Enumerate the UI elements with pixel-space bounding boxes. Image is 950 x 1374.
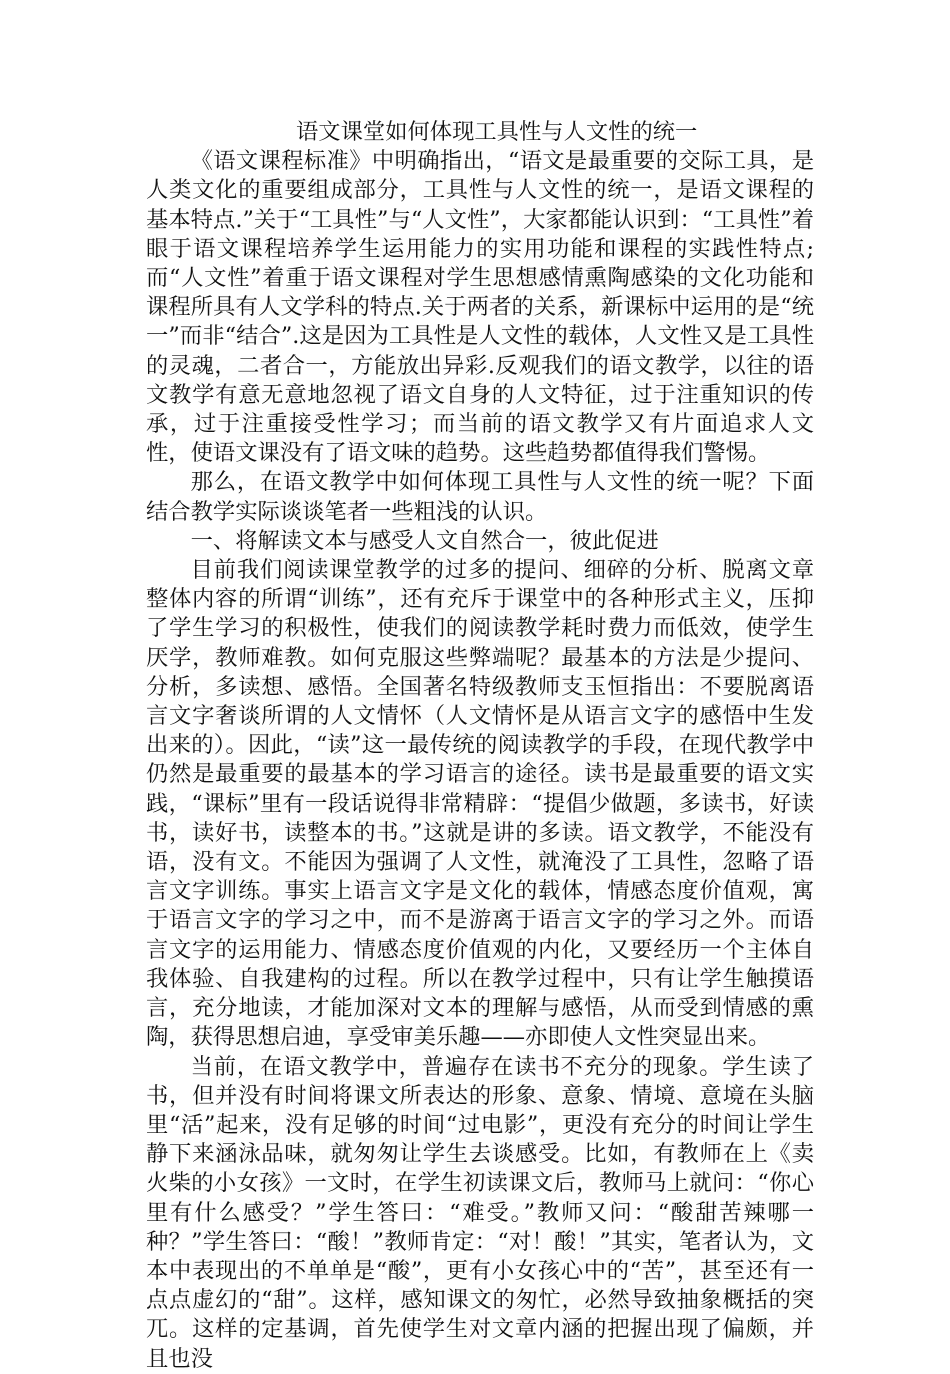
document-title: 语文课堂如何体现工具性与人文性的统一: [296, 119, 698, 145]
paragraph-question: 那么，在语文教学中如何体现工具性与人文性的统一呢？下面结合教学实际谈谈笔者一些粗浅的认识。: [146, 469, 814, 525]
paragraph-intro: 《语文课程标准》中明确指出，“语文是最重要的交际工具，是人类文化的重要组成部分，工具性与人文性的统一，是语文课程的基本特点.”关于“工具性”与“人文性”，大家都能认识到：“工具性”着眼于语文课程培养学生运用能力的实用功能和课程的实践性特点;而“人文性”着重于语文课程对学生思想感情熏陶感染的文化功能和课程所具有人文学科的特点.关于两者的关系，新课标中运用的是“统一”而非“结合”.这是因为工具性是人文性的载体，人文性又是工具性的灵魂，二者合一，方能放出异彩.反观我们的语文教学，以往的语文教学有意无意地忽视了语文自身的人文特征，过于注重知识的传承，过于注重接受性学习；而当前的语文教学又有片面追求人文性，使语文课没有了语文味的趋势。这些趋势都值得我们警惕。: [146, 148, 814, 467]
section-heading-1: 一、将解读文本与感受人文自然合一，彼此促进: [190, 527, 659, 554]
document-page: [146, 118, 814, 1374]
paragraph-reading: 目前我们阅读课堂教学的过多的提问、细碎的分析、脱离文章整体内容的所谓“训练”，还有充斥于课堂中的各种形式主义，压抑了学生学习的积极性，使我们的阅读教学耗时费力而低效，使学生厌学，教师难教。如何克服这些弊端呢？最基本的方法是少提问、分析，多读想、感悟。全国著名特级教师支玉恒指出：不要脱离语言文字奢谈所谓的人文情怀（人文情怀是从语言文字的感悟中生发出来的）。因此，“读”这一最传统的阅读教学的手段，在现代教学中仍然是最重要的最基本的学习语言的途径。读书是最重要的语文实践，“课标”里有一段话说得非常精辟：“提倡少做题，多读书，好读书，读好书，读整本的书。”这就是讲的多读。语文教学，不能没有语，没有文。不能因为强调了人文性，就淹没了工具性，忽略了语言文字训练。事实上语言文字是文化的载体，情感态度价值观，寓于语言文字的学习之中，而不是游离于语言文字的学习之外。而语言文字的运用能力、情感态度价值观的内化，又要经历一个主体自我体验、自我建构的过程。所以在教学过程中，只有让学生触摸语言，充分地读，才能加深对文本的理解与感悟，从而受到情感的熏陶，获得思想启迪，享受审美乐趣——亦即使人文性突显出来。: [146, 557, 814, 1051]
paragraph-current-situation: 当前，在语文教学中，普遍存在读书不充分的现象。学生读了书，但并没有时间将课文所表达的形象、意象、情境、意境在头脑里“活”起来，没有足够的时间“过电影”，更没有充分的时间让学生静下来涵泳品味，就匆匆让学生去谈感受。比如，有教师在上《卖火柴的小女孩》一文时，在学生初读课文后，教师马上就问：“你心里有什么感受？”学生答曰：“难受。”教师又问：“酸甜苦辣哪一种？”学生答曰：“酸！”教师肯定：“对！酸！”其实，笔者认为，文本中表现出的不单单是“酸”，更有小女孩心中的“苦”，甚至还有一点点虚幻的“甜”。这样，感知课文的匆忙，必然导致抽象概括的突兀。这样的定基调，首先使学生对文章内涵的把握出现了偏颇，并且也没: [146, 1053, 814, 1372]
